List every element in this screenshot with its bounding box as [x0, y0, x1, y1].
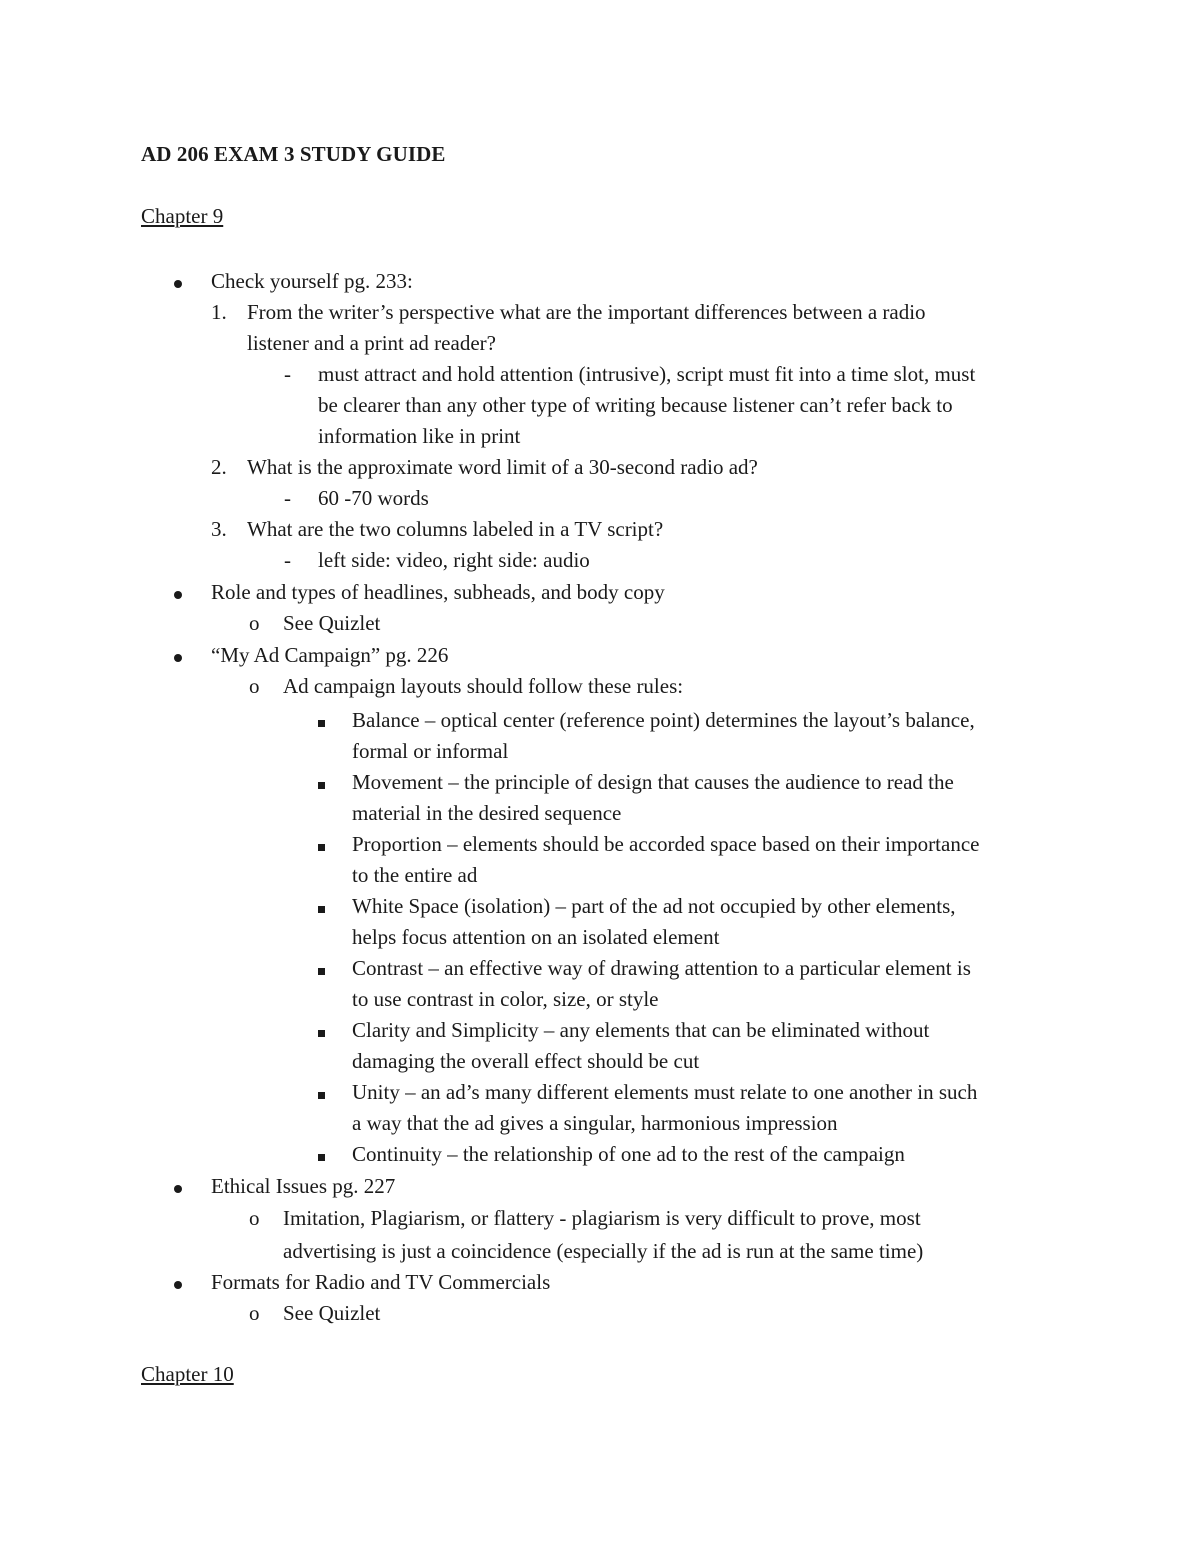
ethical-sub-line-2: advertising is just a coincidence (especially if the ad is run at the same time): [283, 1239, 924, 1263]
question-number: 3.: [211, 517, 227, 541]
campaign-rule-line: material in the desired sequence: [352, 801, 622, 825]
square-bullet-marker: [318, 953, 325, 984]
answer-3: left side: video, right side: audio: [318, 548, 590, 572]
answer-1-line-3: information like in print: [318, 424, 521, 448]
square-bullet-marker: [318, 891, 325, 922]
campaign-rule-line: White Space (isolation) – part of the ad not occupied by other elements,: [352, 894, 956, 918]
campaign-rule-line: Balance – optical center (reference point) determines the layout’s balance,: [352, 708, 975, 732]
bullet-marker: [174, 1171, 182, 1202]
question-3: What are the two columns labeled in a TV script?: [247, 517, 664, 541]
headlines-sub: See Quizlet: [283, 611, 381, 635]
ethical-label: Ethical Issues pg. 227: [211, 1174, 396, 1198]
square-bullet-marker: [318, 1139, 325, 1170]
campaign-rule-line: Continuity – the relationship of one ad to the rest of the campaign: [352, 1142, 905, 1166]
circle-marker: o: [249, 674, 260, 698]
formats-sub: See Quizlet: [283, 1301, 381, 1325]
headlines-label: Role and types of headlines, subheads, and body copy: [211, 580, 665, 604]
bullet-marker: [174, 640, 182, 671]
campaign-rule-line: Unity – an ad’s many different elements must relate to one another in such: [352, 1080, 978, 1104]
campaign-rule-line: to the entire ad: [352, 863, 478, 887]
document-title: AD 206 EXAM 3 STUDY GUIDE: [141, 142, 446, 166]
campaign-rule-line: to use contrast in color, size, or style: [352, 987, 659, 1011]
question-2: What is the approximate word limit of a 30-second radio ad?: [247, 455, 758, 479]
square-bullet-marker: [318, 1015, 325, 1046]
answer-1-line-1: must attract and hold attention (intrusive), script must fit into a time slot, must: [318, 362, 976, 386]
campaign-rule-line: Movement – the principle of design that causes the audience to read the: [352, 770, 954, 794]
campaign-sub: Ad campaign layouts should follow these rules:: [283, 674, 684, 698]
dash-marker: -: [284, 548, 291, 572]
chapter-heading-9: Chapter 9: [141, 204, 224, 228]
bullet-marker: [174, 266, 182, 297]
campaign-rule-line: a way that the ad gives a singular, harmonious impression: [352, 1111, 838, 1135]
square-bullet-marker: [318, 1077, 325, 1108]
campaign-rule-line: damaging the overall effect should be cut: [352, 1049, 700, 1073]
answer-2: 60 -70 words: [318, 486, 429, 510]
dash-marker: -: [284, 486, 291, 510]
campaign-rule-line: Proportion – elements should be accorded space based on their importance: [352, 832, 980, 856]
bullet-marker: [174, 1267, 182, 1298]
question-number: 2.: [211, 455, 227, 479]
campaign-rule-line: formal or informal: [352, 739, 509, 763]
campaign-label: “My Ad Campaign” pg. 226: [211, 643, 449, 667]
square-bullet-marker: [318, 705, 325, 736]
campaign-rule-line: Contrast – an effective way of drawing attention to a particular element is: [352, 956, 971, 980]
formats-label: Formats for Radio and TV Commercials: [211, 1270, 551, 1294]
campaign-rule-line: helps focus attention on an isolated element: [352, 925, 720, 949]
circle-marker: o: [249, 1206, 260, 1230]
circle-marker: o: [249, 611, 260, 635]
question-number: 1.: [211, 300, 227, 324]
ethical-sub-line-1: Imitation, Plagiarism, or flattery - plagiarism is very difficult to prove, most: [283, 1206, 921, 1230]
chapter-heading-10: Chapter 10: [141, 1362, 234, 1386]
answer-1-line-2: be clearer than any other type of writing because listener can’t refer back to: [318, 393, 953, 417]
dash-marker: -: [284, 362, 291, 386]
square-bullet-marker: [318, 829, 325, 860]
question-1-line-1: From the writer’s perspective what are the important differences between a radio: [247, 300, 926, 324]
square-bullet-marker: [318, 767, 325, 798]
circle-marker: o: [249, 1301, 260, 1325]
bullet-marker: [174, 577, 182, 608]
campaign-rule-line: Clarity and Simplicity – any elements that can be eliminated without: [352, 1018, 930, 1042]
check-yourself-label: Check yourself pg. 233:: [211, 269, 413, 293]
question-1-line-2: listener and a print ad reader?: [247, 331, 496, 355]
